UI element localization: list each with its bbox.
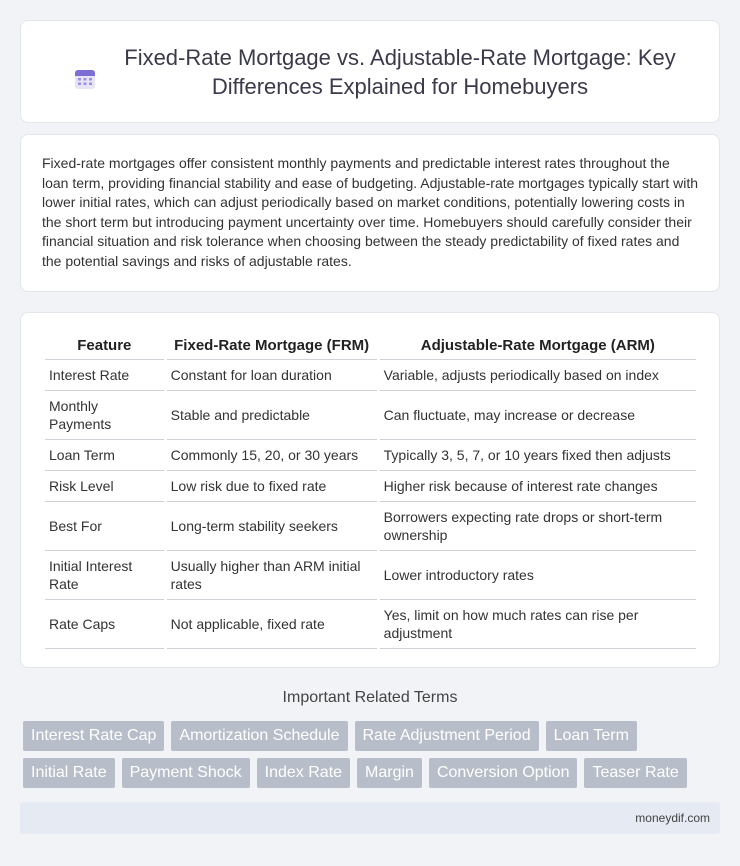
comparison-card [20, 312, 720, 668]
frm-cell: Not applicable, fixed rate [167, 600, 377, 649]
table-row [45, 600, 696, 649]
tag-rate-adjustment-period[interactable]: Rate Adjustment Period [355, 721, 539, 751]
calendar-icon [73, 67, 97, 91]
table-row [45, 440, 696, 471]
tag-margin[interactable]: Margin [357, 758, 422, 788]
comparison-table [42, 332, 699, 649]
feature-cell: Initial Interest Rate [45, 551, 164, 600]
title-card [20, 20, 720, 123]
frm-cell: Low risk due to fixed rate [167, 471, 377, 502]
arm-cell: Borrowers expecting rate drops or short-term ownership [380, 502, 696, 551]
arm-cell: Yes, limit on how much rates can rise per adjustment [380, 600, 696, 649]
tag-index-rate[interactable]: Index Rate [257, 758, 350, 788]
frm-cell: Stable and predictable [167, 391, 377, 440]
arm-cell: Lower introductory rates [380, 551, 696, 600]
tag-interest-rate-cap[interactable]: Interest Rate Cap [23, 721, 164, 751]
arm-cell: Can fluctuate, may increase or decrease [380, 391, 696, 440]
tag-loan-term[interactable]: Loan Term [546, 721, 637, 751]
table-row [45, 471, 696, 502]
tag-payment-shock[interactable]: Payment Shock [122, 758, 250, 788]
intro-paragraph: Fixed-rate mortgages offer consistent monthly payments and predictable interest rates throughout the loan term, providing financial stability and ease of budgeting. Adjustable-rate mortgages typically start with lower initial rates, which can adjust periodically based on market conditions, potentially lowering costs in the short term but introducing payment uncertainty over time. Homebuyers should carefully consider their financial situation and risk tolerance when choosing between the steady predictability of fixed rates and the potential savings and risks of adjustable rates. [42, 155, 699, 269]
tag-row [23, 721, 723, 751]
frm-cell: Constant for loan duration [167, 360, 377, 391]
related-terms-heading: Important Related Terms [282, 689, 458, 706]
page-title: Fixed-Rate Mortgage vs. Adjustable-Rate Mortgage: Key Differences Explained for Homebuyers [124, 45, 676, 99]
footer-site-link[interactable]: moneydif.com [635, 811, 710, 825]
arm-cell: Typically 3, 5, 7, or 10 years fixed then adjusts [380, 440, 696, 471]
table-row [45, 391, 696, 440]
intro-card [20, 134, 720, 292]
tag-amortization-schedule[interactable]: Amortization Schedule [171, 721, 347, 751]
feature-cell: Interest Rate [45, 360, 164, 391]
tag-conversion-option[interactable]: Conversion Option [429, 758, 578, 788]
feature-cell: Rate Caps [45, 600, 164, 649]
tag-row [23, 758, 723, 788]
table-header-row [45, 332, 696, 360]
arm-cell: Higher risk because of interest rate changes [380, 471, 696, 502]
arm-cell: Variable, adjusts periodically based on index [380, 360, 696, 391]
feature-cell: Monthly Payments [45, 391, 164, 440]
header-frm: Fixed-Rate Mortgage (FRM) [167, 332, 377, 360]
table-row [45, 502, 696, 551]
frm-cell: Long-term stability seekers [167, 502, 377, 551]
feature-cell: Risk Level [45, 471, 164, 502]
frm-cell: Usually higher than ARM initial rates [167, 551, 377, 600]
footer [20, 802, 720, 834]
related-terms-tags [23, 721, 723, 795]
frm-cell: Commonly 15, 20, or 30 years [167, 440, 377, 471]
feature-cell: Best For [45, 502, 164, 551]
tag-initial-rate[interactable]: Initial Rate [23, 758, 115, 788]
tag-teaser-rate[interactable]: Teaser Rate [584, 758, 686, 788]
table-row [45, 360, 696, 391]
header-feature: Feature [45, 332, 164, 360]
table-row [45, 551, 696, 600]
feature-cell: Loan Term [45, 440, 164, 471]
header-arm: Adjustable-Rate Mortgage (ARM) [380, 332, 696, 360]
